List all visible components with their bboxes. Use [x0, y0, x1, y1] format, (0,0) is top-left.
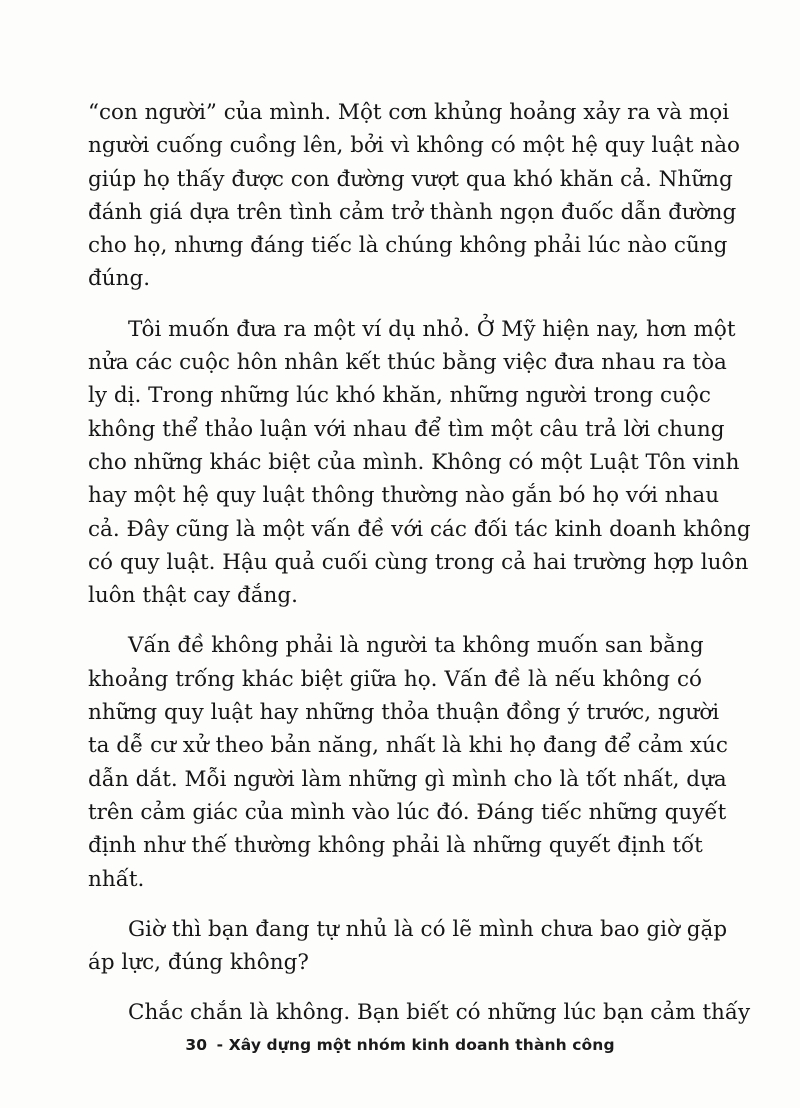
text-line: luôn thật cay đắng. [88, 583, 298, 609]
page-number: 30 [185, 1036, 208, 1054]
text-line: Vấn đề không phải là người ta không muốn san bằng [128, 633, 704, 659]
running-title: Xây dựng một nhóm kinh doanh thành công [228, 1036, 615, 1054]
paragraph [88, 313, 751, 613]
footer-separator: - [216, 1036, 224, 1054]
text-line: nửa các cuộc hôn nhân kết thúc bằng việc đưa nhau ra tòa [88, 350, 727, 376]
paragraph [88, 913, 728, 980]
text-line: cả. Đây cũng là một vấn đề với các đối tác kinh doanh không [88, 516, 751, 542]
text-line: cho những khác biệt của mình. Không có một Luật Tôn vinh [88, 449, 740, 475]
paragraph [88, 629, 728, 895]
text-line: những quy luật hay những thỏa thuận đồng ý trước, người [88, 700, 720, 726]
text-line: đánh giá dựa trên tình cảm trở thành ngọn đuốc dẫn đường [88, 199, 737, 225]
text-line: áp lực, đúng không? [88, 950, 309, 976]
text-line: không thể thảo luận với nhau để tìm một câu trả lời chung [88, 416, 725, 442]
text-line: định như thế thường không phải là những quyết định tốt [88, 833, 703, 859]
text-line: trên cảm giác của mình vào lúc đó. Đáng tiếc những quyết [88, 799, 727, 825]
paragraph [88, 996, 751, 1029]
text-line: Chắc chắn là không. Bạn biết có những lúc bạn cảm thấy [128, 1000, 751, 1026]
text-line: nhất. [88, 866, 145, 892]
text-line: Giờ thì bạn đang tự nhủ là có lẽ mình chưa bao giờ gặp [128, 916, 728, 942]
text-line: Tôi muốn đưa ra một ví dụ nhỏ. Ở Mỹ hiện nay, hơn một [128, 316, 736, 342]
text-line: dẫn dắt. Mỗi người làm những gì mình cho là tốt nhất, dựa [88, 766, 727, 792]
body-text [88, 96, 751, 1047]
text-line: có quy luật. Hậu quả cuối cùng trong cả hai trường hợp luôn [88, 549, 749, 575]
text-line: đúng. [88, 266, 151, 292]
text-line: hay một hệ quy luật thông thường nào gắn bó họ với nhau [88, 483, 720, 509]
text-line: ta dễ cư xử theo bản năng, nhất là khi họ đang để cảm xúc [88, 733, 728, 759]
text-line: ly dị. Trong những lúc khó khăn, những người trong cuộc [88, 383, 711, 409]
page-footer [0, 1036, 800, 1054]
text-line: “con người” của mình. Một cơn khủng hoảng xảy ra và mọi [88, 100, 730, 125]
text-line: giúp họ thấy được con đường vượt qua khó khăn cả. Những [88, 166, 733, 192]
paragraph [88, 96, 740, 296]
text-line: người cuống cuồng lên, bởi vì không có một hệ quy luật nào [88, 133, 740, 159]
text-line: khoảng trống khác biệt giữa họ. Vấn đề là nếu không có [88, 666, 702, 692]
text-line: cho họ, nhưng đáng tiếc là chúng không phải lúc nào cũng [88, 233, 728, 259]
